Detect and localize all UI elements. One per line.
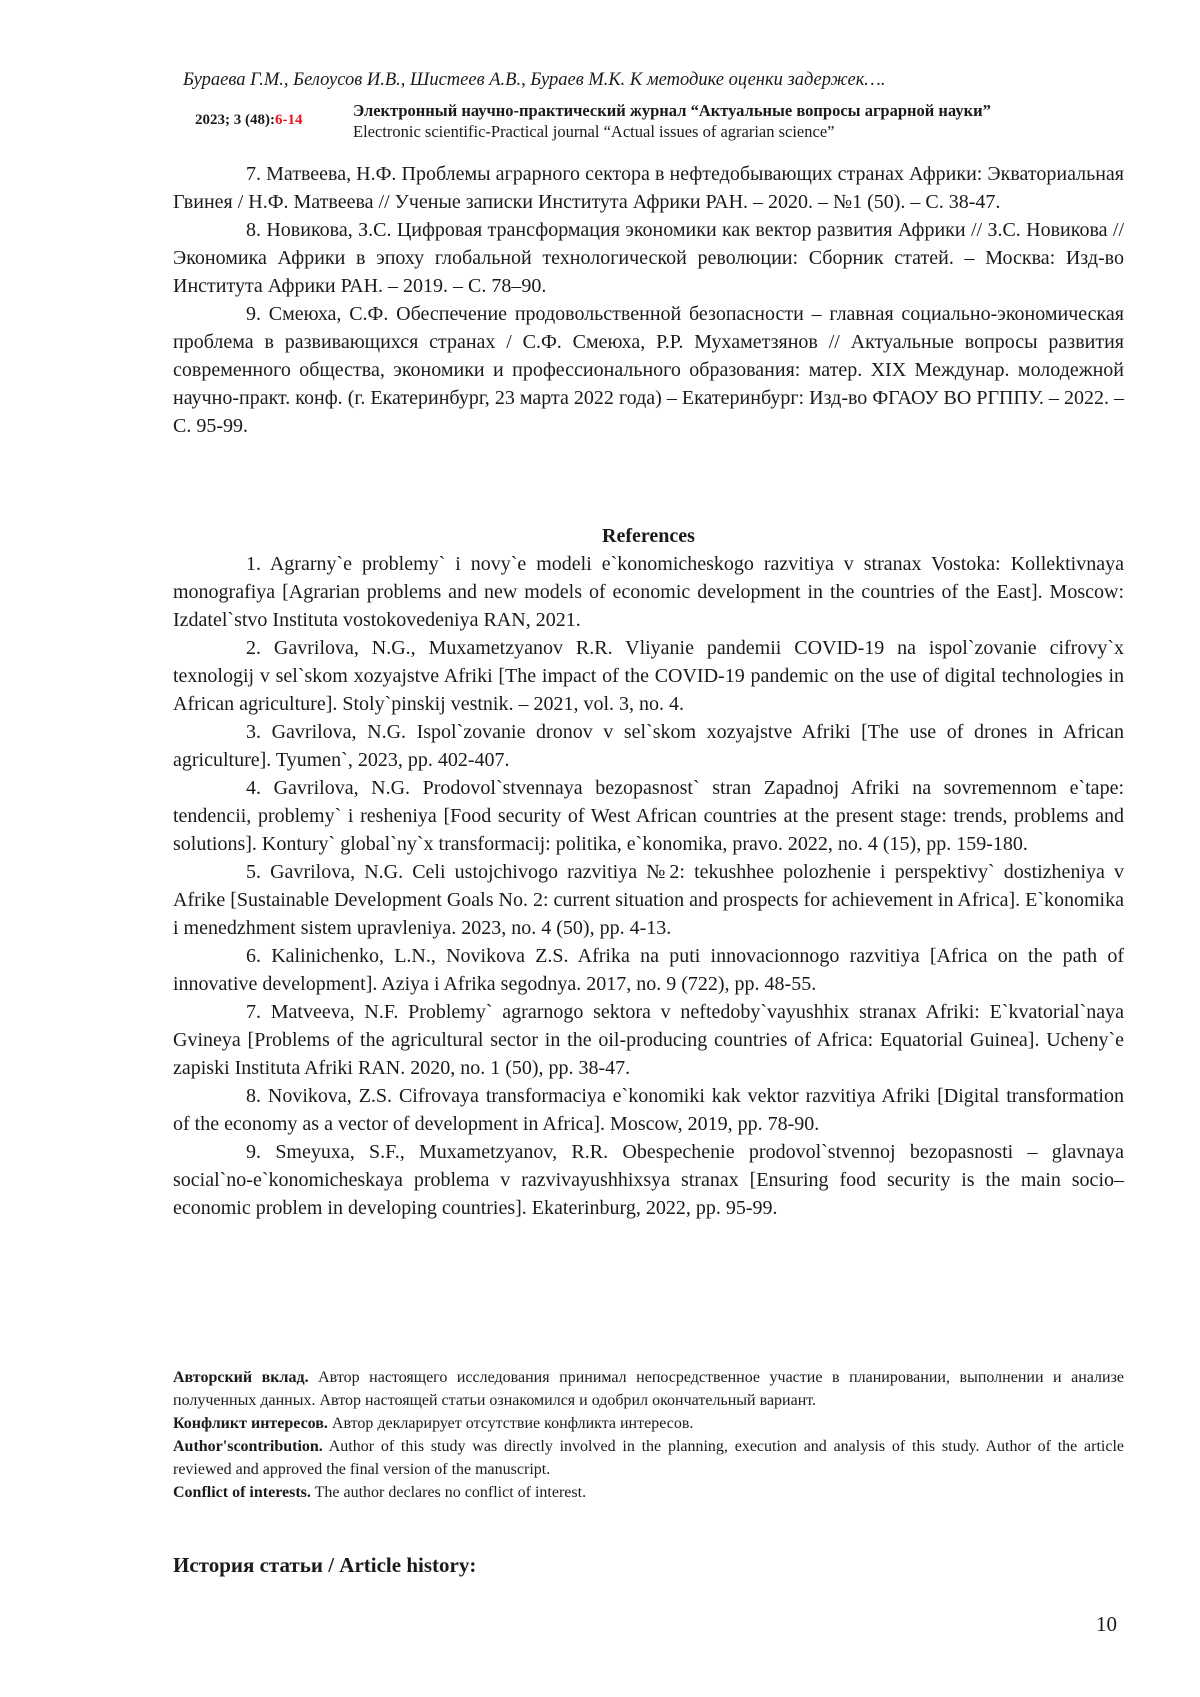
contribution-ru — [173, 1366, 1124, 1412]
issue-info — [195, 112, 302, 129]
reference-item: 8. Novikova, Z.S. Cifrovaya transformaciya e`konomiki kak vektor razvitiya Afriki [Digital transformation of the economy as a vector of development in Africa]. Moscow, 2019, pp. 78-90. — [173, 1085, 1124, 1135]
conflict-en-label: Conflict of interests. — [173, 1484, 311, 1501]
reference-item: 8. Новикова, З.С. Цифровая трансформация экономики как вектор развития Африки // З.С. Новикова // Экономика Африки в эпоху глобальной технологической революции: Сборник статей. – Москва: Изд-во Института Африки РАН. – 2019. – С. 78–90. — [173, 219, 1124, 297]
reference-item: 7. Matveeva, N.F. Problemy` agrarnogo sektora v neftedoby`vayushhix stranax Afriki: E`kvatorial`naya Gvineya [Problems of the agricultural sector in the oil-producing countries of Africa: Equatorial Guinea]. Ucheny`e zapiski Instituta Afriki RAN. 2020, no. 1 (50), pp. 38-47. — [173, 1001, 1124, 1079]
conflict-ru-label: Конфликт интересов. — [173, 1415, 328, 1432]
contribution-ru-text: Автор настоящего исследования принимал непосредственное участие в планировании, выполнении и анализе полученных данных. Автор настоящей статьи ознакомился и одобрил окончательный вариант. — [173, 1369, 1125, 1409]
journal-title-en: Electronic scientific-Practical journal “Actual issues of agrarian science” — [353, 122, 835, 141]
reference-item: 5. Gavrilova, N.G. Celi ustojchivogo razvitiya №2: tekushhee polozhenie i perspektivy` dostizheniya v Afrike [Sustainable Development Goals No. 2: current situation and prospects for achievement in Africa]. E`konomika i menedzhment sistem upravleniya. 2023, no. 4 (50), pp. 4-13. — [173, 861, 1124, 939]
journal-title-ru: Электронный научно-практический журнал “Актуальные вопросы аграрной науки” — [353, 101, 991, 120]
issue-prefix: 2023; 3 (48): — [195, 112, 275, 128]
reference-item: 1. Agrarny`e problemy` i novy`e modeli e`konomicheskogo razvitiya v stranax Vostoka: Kollektivnaya monografiya [Agrarian problems and new models of economic development in the countries of the East]. Moscow: Izdatel`stvo Instituta vostokovedeniya RAN, 2021. — [173, 553, 1124, 631]
conflict-ru — [173, 1412, 1124, 1435]
reference-item: 9. Smeyuxa, S.F., Muxametzyanov, R.R. Obespechenie prodovol`stvennoj bezopasnosti – glavnaya social`no-e`konomicheskaya problema v razvivayushhixsya stranax [Ensuring food security is the main socio–economic problem in developing countries]. Ekaterinburg, 2022, pp. 95-99. — [173, 1141, 1124, 1219]
references-heading: References — [602, 525, 695, 547]
references-en-list — [173, 522, 1124, 1222]
contribution-en-text: Author of this study was directly involved in the planning, execution and analysis of this study. Author of the article reviewed and approved the final version of the manuscript. — [173, 1438, 1124, 1478]
references-ru-list — [173, 160, 1124, 440]
conflict-en-text: The author declares no conflict of interest. — [314, 1484, 587, 1501]
reference-item: 7. Матвеева, Н.Ф. Проблемы аграрного сектора в нефтедобывающих странах Африки: Экваториальная Гвинея / Н.Ф. Матвеева // Ученые записки Института Африки РАН. – 2020. – №1 (50). – С. 38-47. — [173, 163, 1124, 213]
reference-item: 6. Kalinichenko, L.N., Novikova Z.S. Afrika na puti innovacionnogo razvitiya [Africa on the path of innovative development]. Aziya i Afrika segodnya. 2017, no. 9 (722), pp. 48-55. — [173, 945, 1124, 995]
article-history-heading: История статьи / Article history: — [173, 1553, 477, 1577]
conflict-ru-text: Автор декларирует отсутствие конфликта интересов. — [331, 1415, 694, 1432]
contribution-en — [173, 1435, 1124, 1481]
reference-item: 3. Gavrilova, N.G. Ispol`zovanie dronov v sel`skom xozyajstve Afriki [The use of drones in African agriculture]. Tyumen`, 2023, pp. 402-407. — [173, 721, 1124, 771]
contribution-en-label: Author'scontribution. — [173, 1438, 323, 1455]
page-number: 10 — [1096, 1612, 1117, 1636]
contribution-ru-label: Авторский вклад. — [173, 1369, 309, 1386]
reference-item: 9. Смеюха, С.Ф. Обеспечение продовольственной безопасности – главная социально-экономическая проблема в развивающихся странах / С.Ф. Смеюха, Р.Р. Мухаметзянов // Актуальные вопросы развития современного общества, экономики и профессионального образования: матер. XIX Междунар. молодежной научно-практ. конф. (г. Екатеринбург, 23 марта 2022 года) – Екатеринбург: Изд-во ФГАОУ ВО РГППУ. – 2022. – С. 95-99. — [173, 303, 1124, 437]
conflict-en — [173, 1481, 1124, 1504]
running-head: Бураева Г.М., Белоусов И.В., Шистеев А.В., Бураев М.К. К методике оценки задержек…. — [183, 70, 886, 90]
author-notes — [173, 1366, 1124, 1504]
issue-pages: 6-14 — [274, 112, 303, 128]
reference-item: 4. Gavrilova, N.G. Prodovol`stvennaya bezopasnost` stran Zapadnoj Afriki na sovremennom e`tape: tendencii, problemy` i resheniya [Food security of West African countries at the present stage: trends, problems and solutions]. Kontury` global`ny`x transformacij: politika, e`konomika, pravo. 2022, no. 4 (15), pp. 159-180. — [173, 777, 1124, 855]
reference-item: 2. Gavrilova, N.G., Muxametzyanov R.R. Vliyanie pandemii COVID-19 na ispol`zovanie cifrovy`x texnologij v sel`skom xozyajstve Afriki [The impact of the COVID-19 pandemic on the use of digital technologies in African agriculture]. Stoly`pinskij vestnik. – 2021, vol. 3, no. 4. — [173, 637, 1124, 715]
